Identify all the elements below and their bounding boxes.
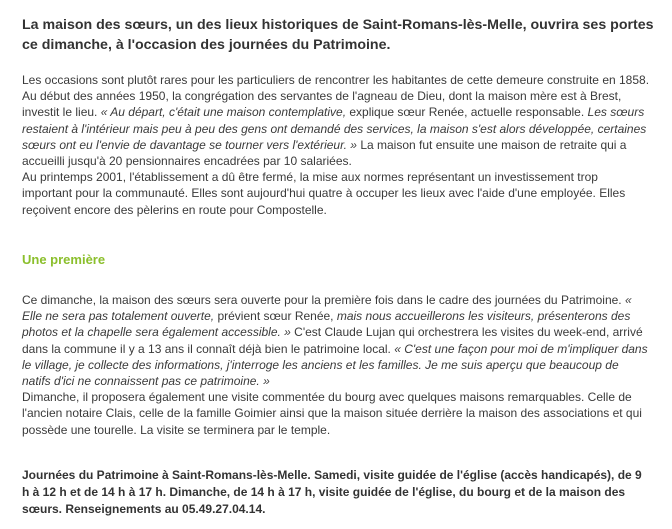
article-paragraph-intro	[22, 72, 650, 218]
premiere-text-3: C'est Claude Lujan qui orchestrera les visites du week-end, arrivé dans la commune il y a 13 ans il connaît déjà bien le patrimoine local.	[22, 325, 643, 356]
premiere-text-2: prévient sœur Renée,	[214, 309, 337, 324]
intro-text-2: explique sœur Renée, actuelle responsable.	[346, 105, 588, 120]
article-footer-info: Journées du Patrimoine à Saint-Romans-lès-Melle. Samedi, visite guidée de l'église (accès handicapés), de 9 h à 12 h et de 14 h à 17 h. Dimanche, de 14 h à 17 h, visite guidée de l'église, du bourg et de la maison des sœurs. Renseignements au 05.49.27.04.14.	[22, 468, 642, 516]
intro-text-4: Au printemps 2001, l'établissement a dû être fermé, la mise aux normes représentant un investissement trop important pour la communauté. Elles sont aujourd'hui quatre à occuper les lieux avec l'aide d'une employée. Elles reçoivent encore des pèlerins en route pour Compostelle.	[22, 170, 626, 217]
intro-quote-2: Les sœurs restaient à l'intérieur mais peu à peu des gens ont demandé des services, la maison s'est alors développée, certaines sœurs ont eu l'envie de davantage se tourner vers l'extérieur. »	[22, 105, 647, 152]
intro-quote-1: « Au départ, c'était une maison contemplative,	[100, 105, 347, 120]
premiere-quote-2: mais nous accueillerons les visiteurs, présenterons des photos et la chapelle sera également accessible. »	[22, 309, 631, 340]
premiere-quote-1: « Elle ne sera pas totalement ouverte,	[22, 293, 632, 324]
article-headline: La maison des sœurs, un des lieux historiques de Saint-Romans-lès-Melle, ouvrira ses portes ce dimanche, à l'occasion des journées du Patrimoine.	[22, 17, 654, 53]
section-title: Une première	[22, 252, 106, 267]
intro-text-3: La maison fut ensuite une maison de retraite qui a accueilli jusqu'à 20 pensionnaires encadrées par 10 salariées.	[22, 137, 627, 169]
premiere-quote-3: « C'est une façon pour moi de m'impliquer dans le village, je collecte des informations, j'interroge les anciens et les familles. Je me suis aperçu que beaucoup de natifs d'ici ne connaissent pas ce patrimoine. »	[22, 341, 648, 389]
premiere-text-1: Ce dimanche, la maison des sœurs sera ouverte pour la première fois dans le cadre des journées du Patrimoine.	[22, 293, 625, 307]
premiere-text-4: Dimanche, il proposera également une visite commentée du bourg avec quelques maisons remarquables. Celle de l'ancien notaire Clais, celle de la famille Goimier ainsi que la maison située derrière la maison des associations et qui possède une tourelle. La visite se terminera par le temple.	[22, 390, 642, 437]
article-paragraph-premiere	[22, 292, 650, 438]
intro-text-1: Les occasions sont plutôt rares pour les particuliers de rencontrer les habitantes de cette demeure construite en 1858. Au début des années 1950, la congrégation des servantes de l'agneau de Dieu, dont la maison mère est à Brest, investit le lieu.	[22, 73, 650, 120]
